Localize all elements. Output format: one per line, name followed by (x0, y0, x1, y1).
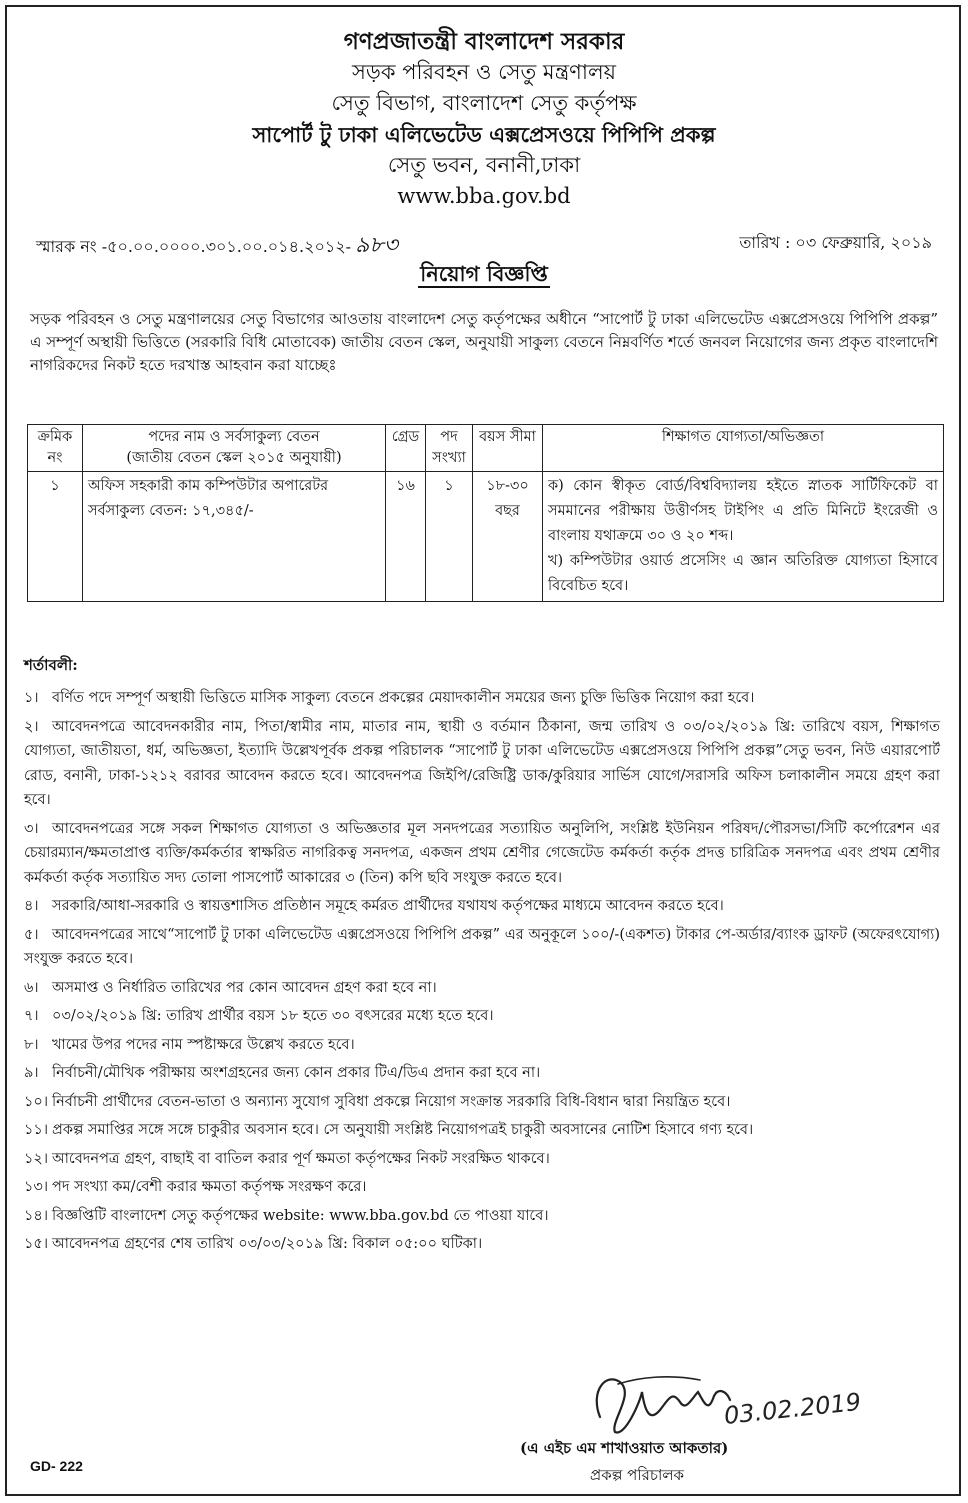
memo-handwritten-number: ৯৮৩ (355, 233, 398, 258)
condition-text: বিজ্ঞপ্তিটি বাংলাদেশ সেতু কর্তৃপক্ষের website: www.bba.gov.bd তে পাওয়া যাবে। (52, 1207, 549, 1224)
list-item (24, 686, 940, 711)
condition-number: ১২। (24, 1150, 49, 1167)
signature-date: 03.02.2019 (722, 1387, 863, 1430)
list-item (24, 1004, 940, 1029)
table-row (28, 472, 944, 602)
condition-text: প্রকল্প সমাপ্তির সঙ্গে সঙ্গে চাকুরীর অবসান হবে। সে অনুযায়ী সংশ্লিষ্ট নিয়োগপত্রই চাকুরী অবসানের নোটিশ হিসাবে গণ্য হবে। (52, 1122, 754, 1138)
list-item (24, 1090, 940, 1115)
col-count: পদ সংখ্যা (426, 425, 473, 472)
job-table (27, 424, 944, 602)
condition-text: পদ সংখ্যা কম/বেশী করার ক্ষমতা কর্তৃপক্ষ সংরক্ষণ করে। (52, 1179, 367, 1195)
list-item (24, 817, 940, 891)
intro-paragraph: সড়ক পরিবহন ও সেতু মন্ত্রণালয়ের সেতু বিভাগের আওতায় বাংলাদেশ সেতু কর্তৃপক্ষের অধীনে “সাপোর্ট টু ঢাকা এলিভেটেড এক্সপ্রেসওয়ে পিপিপি প্রকল্প” এ সম্পূর্ণ অস্থায়ী ভিত্তিতে (সরকারি বিধি মোতাবেক) জাতীয় বেতন স্কেল, অনুযায়ী সাকুল্য বেতনে নিম্নবর্ণিত শর্তে জনবল নিয়োগের জন্য প্রকৃত বাংলাদেশি নাগরিকদের নিকট হতে দরখাস্ত আহবান করা যাচ্ছেঃ (30, 310, 938, 374)
condition-number: ৩। (24, 820, 39, 837)
list-item (24, 1232, 940, 1257)
list-item (24, 894, 940, 919)
condition-text: আবেদনপত্রে আবেদনকারীর নাম, পিতা/স্বামীর নাম, মাতার নাম, স্থায়ী ও বর্তমান ঠিকানা, জন্ম তারিখ ও ০৩/০২/২০১৯ খ্রি: তারিখে বয়স, শিক্ষাগত যোগ্যতা, জাতীয়তা, ধর্ম, অভিজ্ঞতা, ইত্যাদি উল্লেখপূর্বক প্রকল্প পরিচালক “সাপোর্ট টু ঢাকা এলিভেটেড এক্সপ্রেসওয়ে পিপিপি প্রকল্প”সেতু ভবন, নিউ এয়ারপোর্ট রোড, বনানী, ঢাকা-১২১২ বরাবর আবেদন করতে হবে। আবেদনপত্র জিইপি/রেজিষ্ট্রি ডাক/কুরিয়ার সার্ভিস যোগে/সরাসরি অফিস চলাকালীন সময়ে গ্রহণ করা হবে। (24, 718, 940, 808)
condition-number: ১। (24, 690, 39, 706)
project-name: সাপোর্ট টু ঢাকা এলিভেটেড এক্সপ্রেসওয়ে পিপিপি প্রকল্প (252, 122, 716, 147)
notice-title (0, 258, 968, 293)
col-qualification: শিক্ষাগত যোগ্যতা/অভিজ্ঞতা (543, 425, 944, 472)
footer-code: GD- 222 (30, 1458, 83, 1474)
post-salary: সর্বসাকুল্য বেতন: ১৭,৩৪৫/- (88, 503, 254, 519)
condition-number: ৮। (24, 1036, 39, 1053)
signatory-title: প্রকল্প পরিচালক (590, 1466, 685, 1484)
condition-text: সরকারি/আধা-সরকারি ও স্বায়ত্তশাসিত প্রতিষ্ঠান সমূহে কর্মরত প্রার্থীদের যথাযথ কর্তৃপক্ষের মাধ্যমে আবেদন করতে হবে। (52, 898, 724, 914)
col-age: বয়স সীমা (473, 425, 543, 472)
signature-image (580, 1362, 880, 1442)
condition-text: ০৩/০২/২০১৯ খ্রি: তারিখ প্রার্থীর বয়স ১৮ হতে ৩০ বৎসরের মধ্যে হতে হবে। (52, 1008, 494, 1024)
notice-title-text: নিয়োগ বিজ্ঞপ্তি (420, 261, 548, 286)
condition-text: বর্ণিত পদে সম্পূর্ণ অস্থায়ী ভিত্তিতে মাসিক সাকুল্য বেতনে প্রকল্পের মেয়াদকালীন সময়ের জন্য চুক্তি ভিত্তিক নিয়োগ করা হবে। (52, 690, 755, 706)
list-item (24, 1147, 940, 1172)
letterhead (0, 26, 968, 212)
col-serial: ক্রমিক নং (28, 425, 83, 472)
list-item (24, 1033, 940, 1058)
condition-number: ১৪। (24, 1207, 49, 1224)
col-post-subtitle: (জাতীয় বেতন স্কেল ২০১৫ অনুযায়ী) (126, 450, 342, 466)
list-item (24, 1204, 940, 1229)
conditions-title: শর্তাবলী: (24, 656, 78, 674)
condition-number: ১১। (24, 1122, 49, 1138)
list-item (24, 1175, 940, 1200)
condition-text: আবেদনপত্র গ্রহণের শেষ তারিখ ০৩/০৩/২০১৯ খ্রি: বিকাল ০৫:০০ ঘটিকা। (52, 1236, 483, 1252)
condition-text: খামের উপর পদের নাম স্পষ্টাক্ষরে উল্লেখ করতে হবে। (52, 1036, 355, 1053)
list-item (24, 715, 940, 813)
table-header-row (28, 425, 944, 472)
col-post-title: পদের নাম ও সর্বসাকুল্য বেতন (148, 429, 320, 445)
condition-number: ৯। (24, 1065, 39, 1081)
condition-number: ২। (24, 718, 39, 735)
signatory-name: (এ এইচ এম শাখাওয়াত আকতার) (520, 1439, 729, 1457)
qualification-b: খ) কম্পিউটার ওয়ার্ড প্রসেসিং এ জ্ঞান অতিরিক্ত যোগ্যতা হিসাবে বিবেচিত হবে। (548, 553, 938, 594)
col-grade: গ্রেড (386, 425, 426, 472)
condition-number: ৫। (24, 926, 39, 943)
cell-qualification (543, 472, 944, 602)
condition-text: অসমাপ্ত ও নির্ধারিত তারিখের পর কোন আবেদন গ্রহণ করা হবে না। (52, 979, 437, 996)
cell-age: ১৮-৩০ বছর (473, 472, 543, 602)
cell-grade: ১৬ (386, 472, 426, 602)
condition-number: ১৩। (24, 1179, 49, 1195)
condition-number: ১০। (24, 1093, 49, 1110)
condition-text: আবেদনপত্র গ্রহণ, বাছাই বা বাতিল করার পূর্ণ ক্ষমতা কর্তৃপক্ষের নিকট সংরক্ষিত থাকবে। (52, 1150, 550, 1167)
condition-text: নির্বাচনী প্রার্থীদের বেতন-ভাতা ও অন্যান্য সুযোগ সুবিধা প্রকল্পে নিয়োগ সংক্রান্ত সরকারি বিধি-বিধান দ্বারা নিয়ন্ত্রিত হবে। (52, 1093, 731, 1110)
post-name: অফিস সহকারী কাম কম্পিউটার অপারেটর (88, 478, 329, 494)
cell-count: ১ (426, 472, 473, 602)
condition-number: ১৫। (24, 1236, 49, 1252)
list-item (24, 1118, 940, 1143)
office-address: সেতু ভবন, বনানী,ঢাকা (387, 153, 581, 177)
government-name: গণপ্রজাতন্ত্রী বাংলাদেশ সরকার (343, 28, 625, 55)
condition-number: ৭। (24, 1008, 39, 1024)
division-name: সেতু বিভাগ, বাংলাদেশ সেতু কর্তৃপক্ষ (331, 91, 637, 115)
condition-number: ৪। (24, 898, 39, 914)
cell-serial: ১ (28, 472, 83, 602)
ministry-name: সড়ক পরিবহন ও সেতু মন্ত্রণালয় (352, 60, 616, 84)
cell-post (83, 472, 386, 602)
memo-date: তারিখ : ০৩ ফেব্রুয়ারি, ২০১৯ (739, 233, 932, 252)
condition-number: ৬। (24, 979, 39, 996)
list-item (24, 976, 940, 1001)
list-item (24, 923, 940, 972)
list-item (24, 1061, 940, 1086)
condition-text: আবেদনপত্রের সাথে“সাপোর্ট টু ঢাকা এলিভেটেড এক্সপ্রেসওয়ে পিপিপি প্রকল্প” এর অনুকূলে ১০০/-(একশত) টাকার পে-অর্ডার/ব্যাংক ড্রাফট (অফেরৎযোগ্য) সংযুক্ত করতে হবে। (24, 926, 940, 967)
website-url: www.bba.gov.bd (397, 184, 571, 208)
condition-text: নির্বাচনী/মৌখিক পরীক্ষায় অংশগ্রহনের জন্য কোন প্রকার টিএ/ডিএ প্রদান করা হবে না। (52, 1065, 541, 1081)
memo-number-text: স্মারক নং -৫০.০০.০০০০.৩০১.০০.০১৪.২০১২- (36, 237, 352, 256)
col-post (83, 425, 386, 472)
conditions-list (24, 686, 940, 1261)
qualification-a: ক) কোন স্বীকৃত বোর্ড/বিশ্ববিদ্যালয় হইতে স্নাতক সার্টিফিকেট বা সমমানের পরীক্ষায় উত্তীর্ণসহ টাইপিং এ প্রতি মিনিটে ইংরেজী ও বাংলায় যথাক্রমে ৩০ ও ২০ শব্দ। (548, 478, 938, 544)
condition-text: আবেদনপত্রের সঙ্গে সকল শিক্ষাগত যোগ্যতা ও অভিজ্ঞতার মূল সনদপত্রের সত্যায়িত অনুলিপি, সংশ্লিষ্ট ইউনিয়ন পরিষদ/পৌরসভা/সিটি কর্পোরেশন এর চেয়ারম্যান/ক্ষমতাপ্রাপ্ত ব্যক্তি/কর্মকর্তার স্বাক্ষরিত নাগরিকত্ব সনদপত্র, একজন প্রথম শ্রেণীর গেজেটেড কর্মকর্তা কর্তৃক প্রদত্ত চারিত্রিক সনদপত্র এবং প্রথম শ্রেণীর কর্মকর্তা কর্তৃক সত্যায়িত সদ্য তোলা পাসপোর্ট আকারের ৩ (তিন) কপি ছবি সংযুক্ত করতে হবে। (24, 820, 940, 886)
